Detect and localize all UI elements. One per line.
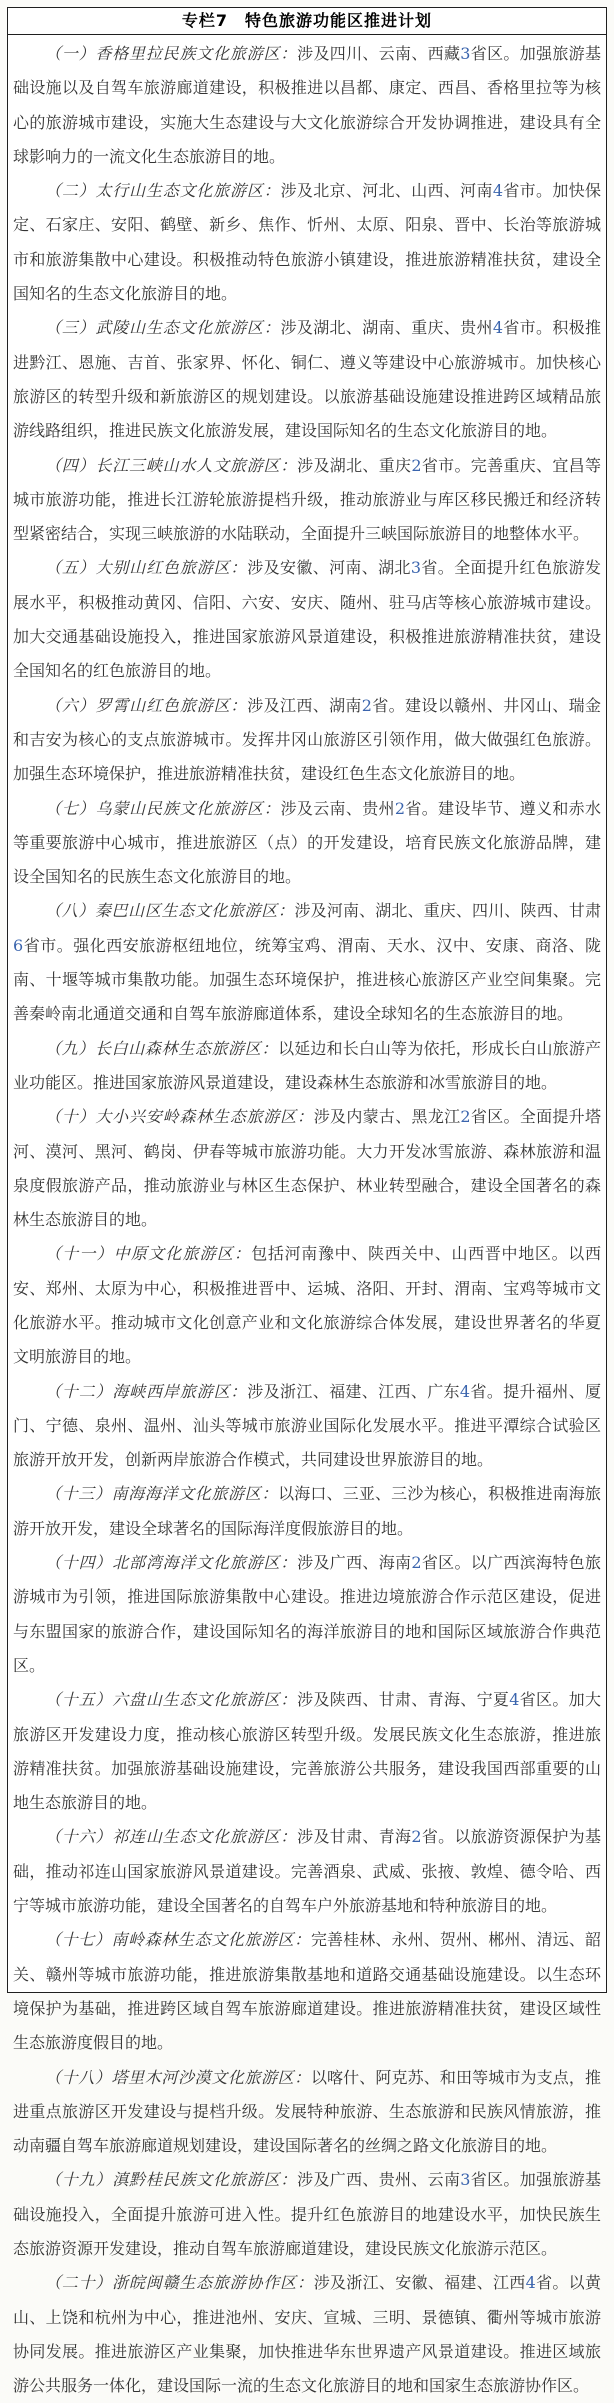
document-table bbox=[7, 7, 607, 2396]
section-heading: （八）秦巴山区生态文化旅游区： bbox=[45, 901, 295, 921]
section-text: 涉及广西、贵州、云南3省区。加强旅游基础设施投入，全面提升旅游可进入性。提升红色旅游目的地建设水平，加快民族生态旅游资源开发建设，推动自驾车旅游廊道建设，建设民族文化旅游示范区。 bbox=[13, 2170, 601, 2258]
section-heading: （一）香格里拉民族文化旅游区： bbox=[45, 44, 298, 63]
section-text: 涉及广西、海南2省区。以广西滨海特色旅游城市为引领，推进国际旅游集散中心建设。推进边境旅游合作示范区建设，促进与东盟国家的旅游合作，建设国际知名的海洋旅游目的地和国际区域旅游合作典范区。 bbox=[13, 1553, 601, 1675]
section-paragraph bbox=[13, 1923, 601, 2060]
section-paragraph bbox=[13, 311, 601, 448]
section-paragraph bbox=[13, 792, 601, 895]
section-heading: （十）大小兴安岭森林生态旅游区： bbox=[45, 1107, 314, 1127]
section-text: 涉及北京、河北、山西、河南4省市。加快保定、石家庄、安阳、鹤壁、新乡、焦作、忻州、太原、阳泉、晋中、长治等旅游城市和旅游集散中心建设。积极推动特色旅游小镇建设，推进旅游精准扶贫，建设全国知名的生态文化旅游目的地。 bbox=[13, 181, 601, 304]
section-paragraph bbox=[13, 2163, 601, 2266]
section-paragraph bbox=[13, 2266, 601, 2403]
section-heading: （九）长白山森林生态旅游区： bbox=[45, 1038, 279, 1058]
section-paragraph bbox=[13, 1683, 601, 1820]
section-text: 涉及浙江、福建、江西、广东4省。提升福州、厦门、宁德、泉州、温州、汕头等城市旅游业国际化发展水平。推进平潭综合试验区旅游开放开发，创新两岸旅游合作模式，共同建设世界旅游目的地。 bbox=[13, 1381, 601, 1470]
section-heading: （四）长江三峡山水人文旅游区： bbox=[45, 455, 298, 475]
section-heading: （五）大别山红色旅游区： bbox=[45, 558, 248, 578]
section-paragraph bbox=[13, 1546, 601, 1683]
section-paragraph bbox=[13, 894, 601, 1031]
section-heading: （十一）中原文化旅游区： bbox=[45, 1244, 252, 1264]
section-text: 涉及四川、云南、西藏3省区。加强旅游基础设施以及自驾车旅游廊道建设，积极推进以昌都、康定、西昌、香格里拉等为核心的旅游城市建设，实施大生态建设与大文化旅游综合开发协调推进，建设具有全球影响力的一流文化生态旅游目的地。 bbox=[13, 44, 601, 166]
page-title: 专栏7 特色旅游功能区推进计划 bbox=[8, 8, 606, 35]
section-heading: （十四）北部湾海洋文化旅游区： bbox=[45, 1553, 298, 1573]
section-text: 以海口、三亚、三沙为核心，积极推进南海旅游开放开发，建设全球著名的国际海洋度假旅游目的地。 bbox=[13, 1484, 601, 1538]
section-text: 涉及湖北、湖南、重庆、贵州4省市。积极推进黔江、恩施、吉首、张家界、怀化、铜仁、遵义等建设中心旅游城市。加快核心旅游区的转型升级和新旅游区的规划建设。以旅游基础设施建设推进跨区域精品旅游线路组织，推进民族文化旅游发展，建设国际知名的生态文化旅游目的地。 bbox=[13, 318, 601, 441]
section-paragraph bbox=[13, 1237, 601, 1374]
section-text: 涉及河南、湖北、重庆、四川、陕西、甘肃6省市。强化西安旅游枢纽地位，统筹宝鸡、渭南、天水、汉中、安康、商洛、陇南、十堰等城市集散功能。加强生态环境保护，推进核心旅游区产业空间集聚。完善秦岭南北通道交通和自驾车旅游廊道体系，建设全球知名的生态旅游目的地。 bbox=[13, 901, 601, 1024]
section-heading: （二十）浙皖闽赣生态旅游协作区： bbox=[45, 2273, 314, 2293]
section-heading: （十三）南海海洋文化旅游区： bbox=[45, 1484, 279, 1504]
section-heading: （七）乌蒙山民族文化旅游区： bbox=[45, 798, 281, 818]
section-text: 涉及江西、湖南2省。建设以赣州、井冈山、瑞金和吉安为核心的支点旅游城市。发挥井冈山旅游区引领作用，做大做强红色旅游。加强生态环境保护，推进旅游精准扶贫，建设红色生态文化旅游目的地。 bbox=[13, 695, 601, 784]
section-text: 以喀什、阿克苏、和田等城市为支点，推进重点旅游区开发建设与提档升级。发展特种旅游、生态旅游和民族风情旅游，推动南疆自驾车旅游廊道规划建设，建设国际著名的丝绸之路文化旅游目的地。 bbox=[13, 2067, 601, 2156]
document-body bbox=[8, 35, 606, 2403]
section-paragraph bbox=[13, 1032, 601, 1101]
section-text: 涉及内蒙古、黑龙江2省区。全面提升塔河、漠河、黑河、鹤岗、伊春等城市旅游功能。大力开发冰雪旅游、森林旅游和温泉度假旅游产品，推动旅游业与林区生态保护、林业转型融合，建设全国著名的森林生态旅游目的地。 bbox=[13, 1107, 601, 1230]
section-paragraph bbox=[13, 1100, 601, 1237]
section-paragraph bbox=[13, 1477, 601, 1546]
section-text: 涉及安徽、河南、湖北3省。全面提升红色旅游发展水平，积极推动黄冈、信阳、六安、安庆、随州、驻马店等核心旅游城市建设。加大交通基础设施投入，推进国家旅游风景道建设，积极推进旅游精准扶贫，建设全国知名的红色旅游目的地。 bbox=[13, 558, 601, 681]
section-heading: （十二）海峡西岸旅游区： bbox=[45, 1381, 248, 1401]
section-paragraph bbox=[13, 37, 601, 174]
section-text: 涉及浙江、安徽、福建、江西4省。以黄山、上饶和杭州为中心，推进池州、安庆、宣城、三明、景德镇、衢州等城市旅游协同发展。推进旅游区产业集聚，加快推进华东世界遗产风景道建设。推进区域旅游公共服务一体化，建设国际一流的生态文化旅游目的地和国家生态旅游协作区。 bbox=[13, 2273, 601, 2396]
section-heading: （三）武陵山生态文化旅游区： bbox=[45, 318, 281, 338]
section-paragraph bbox=[13, 689, 601, 792]
section-text: 完善桂林、永州、贺州、郴州、清远、韶关、赣州等城市旅游功能，推进旅游集散基地和道路交通基础设施建设。以生态环境保护为基础，推进跨区域自驾车旅游廊道建设。推进旅游精准扶贫，建设区域性生态旅游度假目的地。 bbox=[13, 1930, 601, 2053]
section-text: 包括河南豫中、陕西关中、山西晋中地区。以西安、郑州、太原为中心，积极推进晋中、运城、洛阳、开封、渭南、宝鸡等城市文化旅游水平。推动城市文化创意产业和文化旅游综合体发展，建设世界著名的华夏文明旅游目的地。 bbox=[13, 1244, 601, 1367]
section-text: 以延边和长白山等为依托，形成长白山旅游产业功能区。推进国家旅游风景道建设，建设森林生态旅游和冰雪旅游目的地。 bbox=[13, 1038, 601, 1092]
section-text: 涉及云南、贵州2省。建设毕节、遵义和赤水等重要旅游中心城市，推进旅游区（点）的开发建设，培育民族文化旅游品牌，建设全国知名的民族生态文化旅游目的地。 bbox=[13, 798, 601, 887]
section-heading: （十八）塔里木河沙漠文化旅游区： bbox=[45, 2067, 311, 2087]
section-paragraph bbox=[13, 551, 601, 688]
section-heading: （十九）滇黔桂民族文化旅游区： bbox=[45, 2170, 298, 2190]
section-paragraph bbox=[13, 1375, 601, 1478]
section-text: 涉及湖北、重庆2省市。完善重庆、宜昌等城市旅游功能，推进长江游轮旅游提档升级，推动旅游业与库区移民搬迁和经济转型紧密结合，实现三峡旅游的水陆联动，全面提升三峡国际旅游目的地整体水平。 bbox=[13, 455, 601, 544]
section-text: 涉及甘肃、青海2省。以旅游资源保护为基础，推动祁连山国家旅游风景道建设。完善酒泉、武威、张掖、敦煌、德令哈、西宁等城市旅游功能，建设全国著名的自驾车户外旅游基地和特种旅游目的地。 bbox=[13, 1827, 601, 1916]
section-paragraph bbox=[13, 449, 601, 552]
section-paragraph bbox=[13, 2061, 601, 2164]
section-heading: （十六）祁连山生态文化旅游区： bbox=[45, 1827, 298, 1847]
section-heading: （十五）六盘山生态文化旅游区： bbox=[45, 1690, 298, 1710]
section-heading: （二）太行山生态文化旅游区： bbox=[45, 181, 281, 201]
section-text: 涉及陕西、甘肃、青海、宁夏4省区。加大旅游区开发建设力度，推动核心旅游区转型升级。发展民族文化生态旅游，推进旅游精准扶贫。加强旅游基础设施建设，完善旅游公共服务，建设我国西部重要的山地生态旅游目的地。 bbox=[13, 1690, 601, 1813]
section-heading: （六）罗霄山红色旅游区： bbox=[45, 695, 248, 715]
section-paragraph bbox=[13, 1820, 601, 1923]
section-paragraph bbox=[13, 174, 601, 311]
section-heading: （十七）南岭森林生态文化旅游区： bbox=[45, 1930, 311, 1950]
